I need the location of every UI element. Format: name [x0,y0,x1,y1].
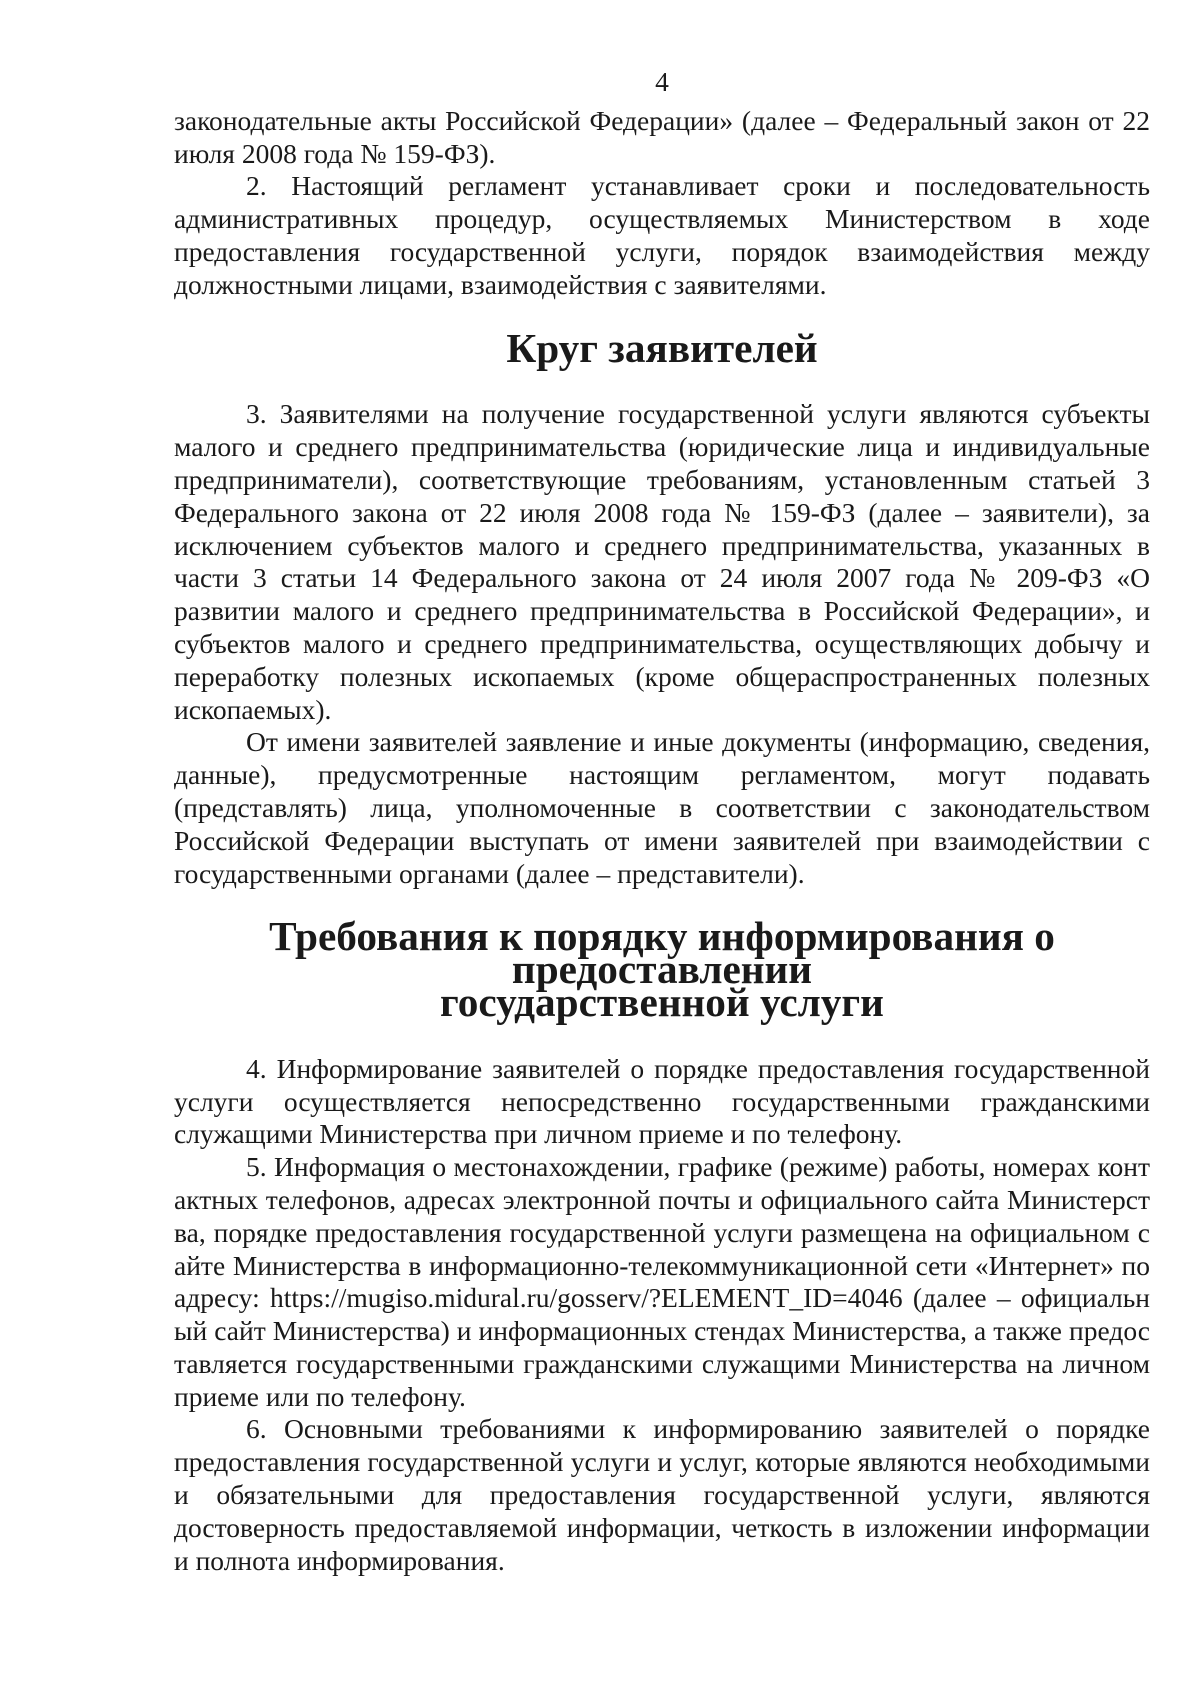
section-heading-informing-line1: Требования к порядку информирования о предоставлении [269,913,1055,993]
section-heading-applicants: Круг заявителей [506,324,818,371]
paragraph-6: 6. Основными требованиями к информированию заявителей о порядке предоставления государственной услуги и услуг, которые являются необходимыми и обязательными для предоставления государственной услуги, являются достоверность предоставляемой информации, четкость в изложении информации и полнота информирования. [174,1413,1150,1576]
paragraph-5: 5. Информация о местонахождении, графике (режиме) работы, номерах контактных телефонов, адресах электронной почты и официального сайта Министерства, порядке предоставления государственной услуги размещена на официальном сайте Министерства в информационно-телекоммуникационной сети «Интернет» по адресу: https://mugiso.midural.ru/gosserv/?ELEMENT_ID=4046 (далее – официальный сайт Министерства) и информационных стендах Министерства, а также предоставляется государственными гражданскими служащими Министерства на личном приеме или по телефону. [174,1151,1150,1412]
paragraph-3: 3. Заявителями на получение государственной услуги являются субъекты малого и среднего предпринимательства (юридические лица и индивидуальные предприниматели), соответствующие требованиям, установленным статьей 3 Федерального закона от 22 июля 2008 года № 159-ФЗ (далее – заявители), за исключением субъектов малого и среднего предпринимательства, указанных в части 3 статьи 14 Федерального закона от 24 июля 2007 года № 209-ФЗ «О развитии малого и среднего предпринимательства в Российской Федерации», и субъектов малого и среднего предпринимательства, осуществляющих добычу и переработку полезных ископаемых (кроме общераспространенных полезных ископаемых). [174,398,1150,725]
intro-paragraph-continuation: законодательные акты Российской Федерации» (далее – Федеральный закон от 22 июля 2008 года № 159-ФЗ). [174,104,1150,169]
section-heading-informing [174,913,1150,1025]
page-number: 4 [655,66,669,97]
document-page [174,66,1150,1577]
paragraph-2: 2. Настоящий регламент устанавливает сроки и последовательность административных процедур, осуществляемых Министерством в ходе предоставления государственной услуги, порядок взаимодействия между должностными лицами, взаимодействия с заявителями. [174,170,1150,300]
paragraph-4: 4. Информирование заявителей о порядке предоставления государственной услуги осуществляется непосредственно государственными гражданскими служащими Министерства при личном приеме и по телефону. [174,1052,1150,1150]
section-heading-informing-line2: государственной услуги [440,978,884,1025]
paragraph-representatives: От имени заявителей заявление и иные документы (информацию, сведения, данные), предусмотренные настоящим регламентом, могут подавать (представлять) лица, уполномоченные в соответствии с законодательством Российской Федерации выступать от имени заявителей при взаимодействии с государственными органами (далее – представители). [174,726,1150,889]
